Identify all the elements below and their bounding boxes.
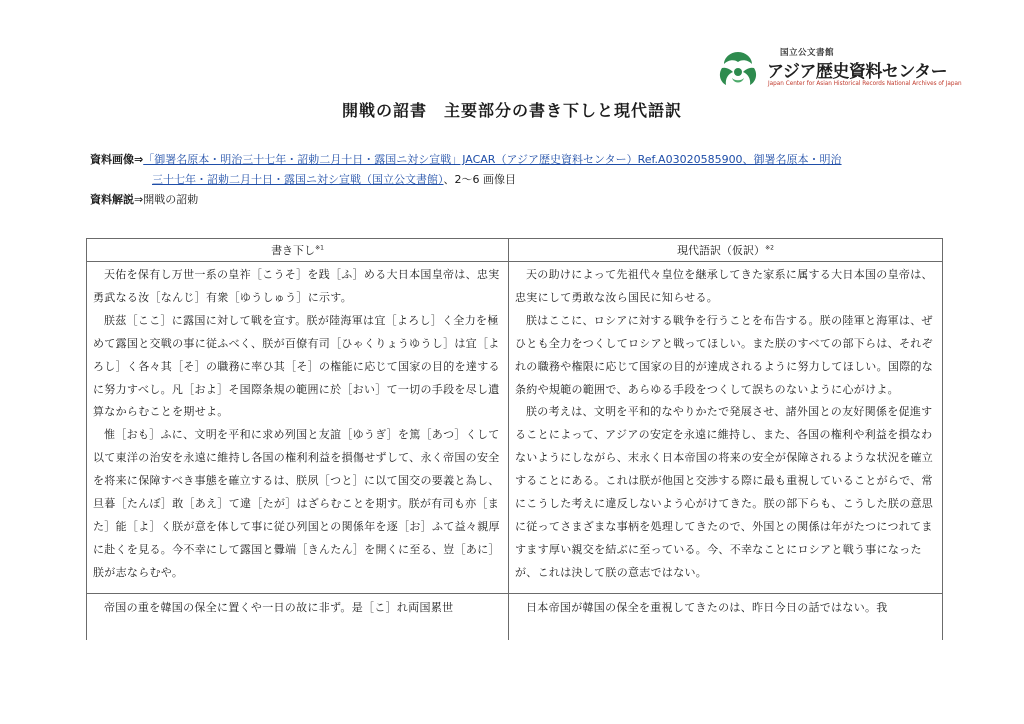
- cell-modern-2: [509, 594, 943, 641]
- header-left-note: ※1: [315, 244, 324, 252]
- page-title: 開戦の詔書 主要部分の書き下しと現代語訳: [341, 101, 682, 120]
- source-line2: [90, 170, 950, 190]
- modern-paragraph: 日本帝国が韓国の保全を重視してきたのは、昨日今日の話ではない。我: [526, 601, 888, 614]
- logo-org-name: 国立公文書館: [780, 48, 835, 58]
- modern-paragraph: 朕はここに、ロシアに対する戦争を行うことを布告する。朕の陸軍と海軍は、ぜひとも全力をつくしてロシアと戦ってほしい。また朕のすべての部下らは、それぞれの職務や権限に応じて国家の目的が達成されるように努力してほしい。国際的な条約や規範の範囲で、あらゆる手段をつくして誤ちのないように心がけよ。: [515, 313, 934, 396]
- header-right-note: ※2: [765, 244, 774, 252]
- source-label: 資料画像⇒: [90, 153, 144, 166]
- jacar-logo: [714, 46, 964, 92]
- source-link-line2[interactable]: 三十七年・詔勅二月十日・露国ニ対シ宣戦（国立公文書館）: [152, 173, 444, 186]
- kakikudashi-paragraph: 天佑を保有し万世一系の皇祚［こうそ］を践［ふ］める大日本国皇帝は、忠実勇武なる汝［なんじ］有衆［ゆうしゅう］に示す。: [93, 268, 500, 304]
- cell-kakikudashi-1: [87, 262, 509, 594]
- jacar-logo-icon: [714, 48, 762, 88]
- explanation-reference: [90, 190, 950, 210]
- source-reference: [90, 150, 950, 190]
- cell-kakikudashi-2: [87, 594, 509, 641]
- header-right-label: 現代語訳（仮訳）: [677, 244, 766, 257]
- kakikudashi-paragraph: 帝国の重を韓国の保全に置くや一日の故に非ず。是［こ］れ両国累世: [104, 601, 454, 614]
- translation-table: [86, 238, 943, 640]
- logo-center-name: アジア歴史資料センター: [767, 62, 948, 82]
- source-link-line1[interactable]: 「御署名原本・明治三十七年・詔勅二月十日・露国ニ対シ宣戦」JACAR（アジア歴史資料センター）Ref.A03020585900、御署名原本・明治: [143, 153, 842, 166]
- kakikudashi-paragraph: 惟［おも］ふに、文明を平和に求め列国と友誼［ゆうぎ］を篤［あつ］くして以て東洋の治安を永遠に維持し各国の権利利益を損傷せずして、永く帝国の安全を将来に保障すべき事態を確立するは、朕夙［つと］に以て国交の要義と為し、旦暮［たんぼ］敢［あえ］て違［たが］はざらむことを期す。朕が有司も亦［また］能［よ］く朕が意を体して事に従ひ列国との関係年を逐［お］ふて益々親厚に赴くを見る。今不幸にして露国と釁端［きんたん］を開くに至る、豈［あに］朕が志ならむや。: [93, 428, 500, 579]
- explanation-label: 資料解説: [90, 193, 134, 206]
- explanation-text: ⇒開戦の詔勅: [134, 193, 199, 206]
- cell-modern-1: [509, 262, 943, 594]
- modern-paragraph: 朕の考えは、文明を平和的なやりかたで発展させ、諸外国との友好関係を促進することによって、アジアの安定を永遠に維持し、また、各国の権利や利益を損なわないようにしながら、末永く日本帝国の将来の安全が保障されるような状況を確立することにある。これは朕が他国と交渉する際に最も重視していることがらで、常にこうした考えに違反しないよう心がけてきた。朕の部下らも、こうした朕の意思に従ってさまざまな事柄を処理してきたので、外国との関係は年がたつにつれてますます厚い親交を結ぶに至っている。今、不幸なことにロシアと戦う事になったが、これは決して朕の意志ではない。: [515, 405, 934, 579]
- logo-english-name: Japan Center for Asian Historical Records National Archives of Japan: [768, 80, 962, 87]
- header-modern-translation: [509, 239, 943, 262]
- source-suffix: 、2～6 画像目: [443, 173, 516, 186]
- modern-paragraph: 天の助けによって先祖代々皇位を継承してきた家系に属する大日本国の皇帝は、忠実にして勇敢な汝ら国民に知らせる。: [515, 268, 933, 304]
- kakikudashi-paragraph: 朕茲［ここ］に露国に対して戦を宣す。朕が陸海軍は宜［よろし］く全力を極めて露国と交戦の事に従ふべく、朕が百僚有司［ひゃくりょうゆうし］は宜［よろし］く各々其［そ］の職務に率ひ其［そ］の権能に応じて国家の目的を達するに努力すべし。凡［およ］そ国際条規の範囲に於［おい］て一切の手段を尽し遺算なからむことを期せよ。: [93, 313, 500, 419]
- header-left-label: 書き下し: [271, 244, 316, 257]
- header-kakikudashi: [87, 239, 509, 262]
